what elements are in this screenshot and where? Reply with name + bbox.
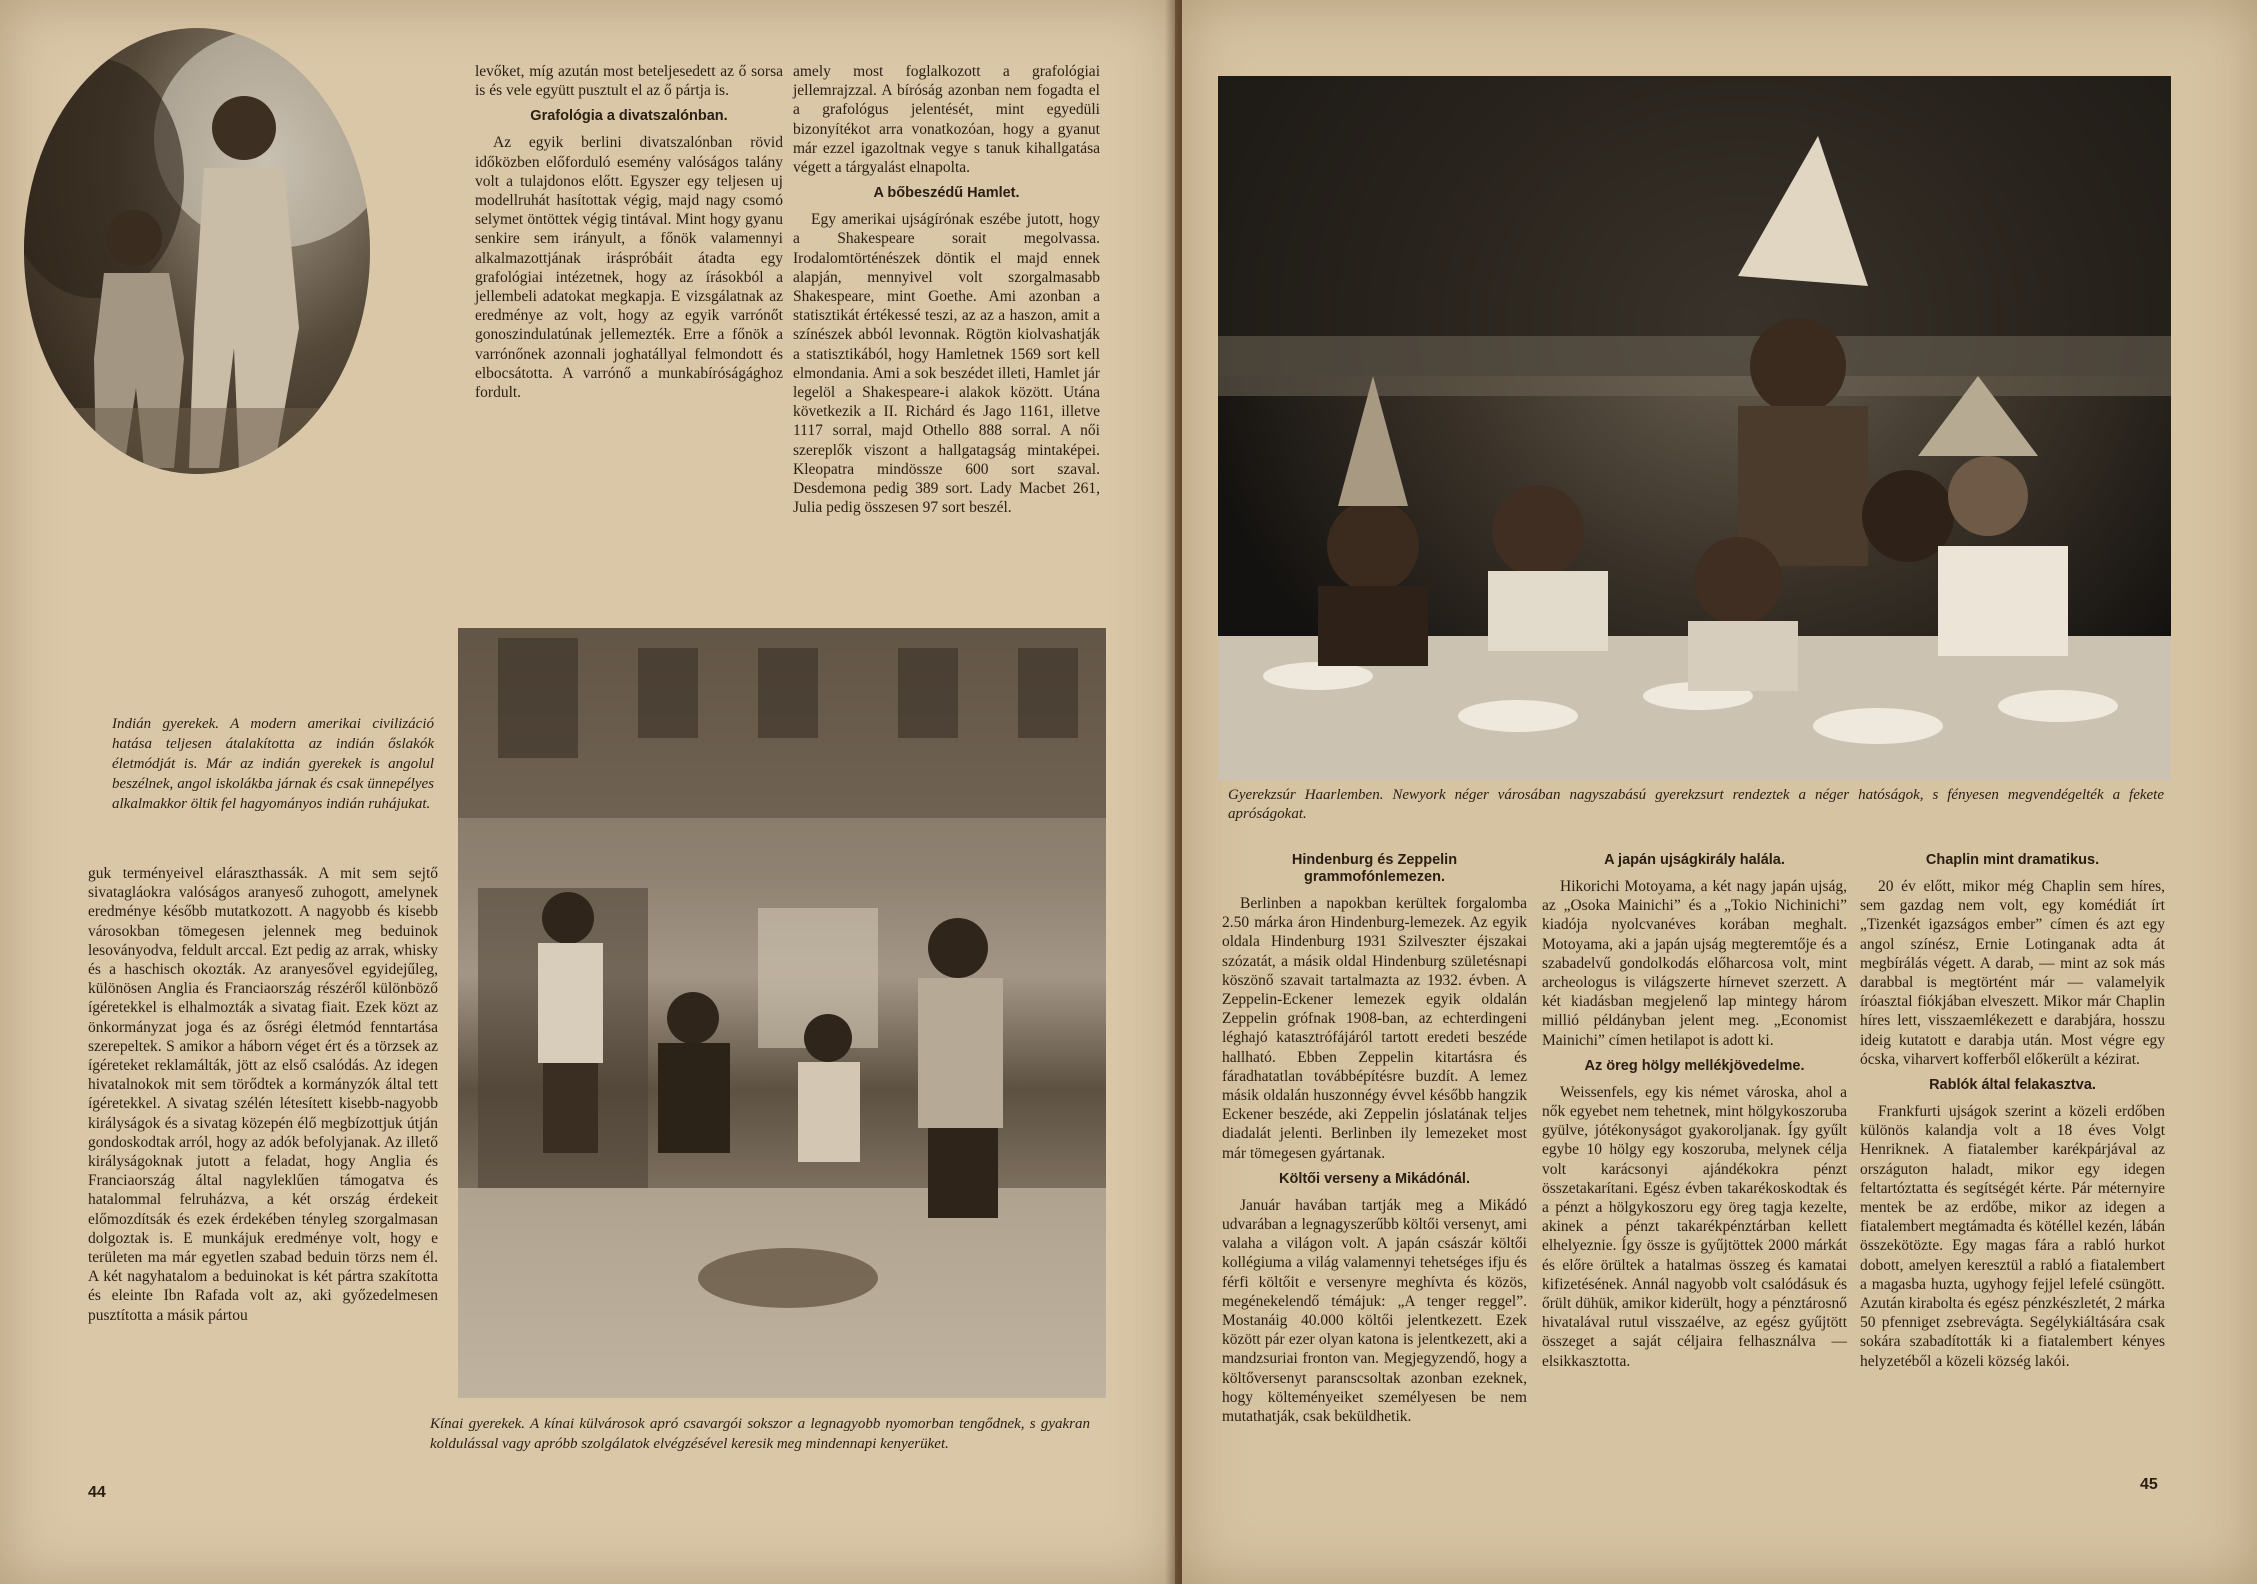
article-body: Frankfurti ujságok szerint a közeli erdőben különös kalandja volt a 18 éves Volgt Henriknek. A fiatalember karékpárjával az országuton haladt, mikor egy idegen feltartóztatta és segítségét kérte. Pár méternyire mentek be az erdőbe, mikor az idegen a fiatalembert megtámadta és kötéllel kezén, lábán összekötözte. Egy magas fára a rabló hurkot dobott, amelyen keresztül a rabló a fiatalembert a magasba huzta, ugyhogy fejjel lefelé csüngött. Azután kirabolta és egész pénzkészletét, 2 márka 50 pfenniget zsebrevágta. Segélykiáltására csak sokára szabadították ki a fiatalembert kényes helyzetéből a közeli község lakói. <box>1860 1103 2165 1370</box>
article-heading: Az öreg hölgy mellékjövedelme. <box>1584 1057 1805 1074</box>
article-body: Január havában tartják meg a Mikádó udvarában a legnagyszerűbb költői versenyt, ami valaha a világon volt. A japán császár költői kollégiuma a világ valamennyi tehetséges ifju és férfi költőit e versenyre meghívta és közös, megénekelendő témájuk: „A tenger reggel”. Mostanáig 40.000 költői jelentkezett. Ezek között pár ezer olyan katona is jelentkezett, aki a mandzsuriai fronton van. Megjegyzendő, hogy a költőversenyt paranscsoltak azonban ezeknek, hogy költeményeiket személyesen be nem mutathatják, csak beküldhetik. <box>1222 1196 1527 1426</box>
article-beduin-continuation <box>88 864 438 1327</box>
article-body: Weissenfels, egy kis német városka, ahol a nők egyebet nem tehetnek, mint hölgykoszoruba gyülve, jótékonyságot gyakoroljanak. Így gyűlt egybe 10 hölgy egy koszoruba, melynek célja volt karácsonyi ajándékokra pénzt összetakarítani. Egész évben takarékoskodtak és a pénzt a hölgykoszoru egy öreg tagja kezelte, akinek a pénzt takarékpénztárban kellett elhelyeznie. Így össze is gyűjtöttek 2000 márkát és előre örültek a hatalmas összeg és kamatai kifizetésének. Annál nagyobb volt csalódásuk és őrült dühük, amikor kiderült, hogy a pénztárosnő hivatalával rutul visszaélve, az egész gyűjtött összeget a saját céljaira felhasználva — elsikkasztotta. <box>1542 1083 1847 1370</box>
article-heading: A japán ujságkirály halála. <box>1604 852 1785 868</box>
article-body: Hikorichi Motoyama, a két nagy japán ujság, az „Osoka Mainichi” és a „Tokio Nichinichi” kiadója nyolcvanéves korában meghalt. Motoyama, aki a japán ujság megteremtője és a szabadelvű gondolkodás előharcosa volt, mint archeologus is világszerte hírnevet szerzett. A két kiadásban megjelenő lap mintegy három millió példányban jelent meg. „Economist Mainichi” címen hetilapot is adott ki. <box>1542 878 1847 1049</box>
chinese-children-caption: Kínai gyerekek. A kínai külvárosok apró csavargói sokszor a legnagyobb nyomorban tengődnek, s gyakran koldulással vagy apróbb szolgálatok elvégzésével keresik meg mindennapi kenyerüket. <box>430 1416 1090 1452</box>
haarlem-party-caption: Gyerekzsúr Haarlemben. Newyork néger városában nagyszabású gyerekzsurt rendeztek a néger hatóságok, s fényesen megvendégelték a fekete apróságokat. <box>1228 787 2164 822</box>
article-heading: Rablók által felakasztva. <box>1929 1077 2096 1094</box>
right-page <box>1182 0 2257 1584</box>
article-grafologia <box>475 62 783 404</box>
article-heading: Hindenburg és Zeppelin grammofónlemezen. <box>1291 852 1458 885</box>
article-body: Berlinben a napokban kerültek forgalomba 2.50 márka áron Hindenburg-lemezek. Az egyik oldala Hindenburg 1931 Szilveszter éjszakai szózatát, a másik oldal Hindenburg születésnapi köszönő szavait tartalmazta az 1932. évben. A Zeppelin-Eckener lemezek egyik oldalán Zeppelin grófnak 1908-ban, az echterdingeni léghajó katasztrófájáról tartott eredeti beszéde hallható. Ebben Zeppelin kitartásra és fáradhatatlan továbbépítésre buzdít. A lemez másik oldalán huszonnégy évvel később hangzik Eckener beszéde, aki Zeppelin jóslatának teljes diadalát jelenti. Berlinben ily lemezeket most már tömegesen gyártanak. <box>1222 895 1527 1162</box>
article-heading: Grafológia a divatszalónban. <box>530 108 728 125</box>
haarlem-party-photo <box>1218 76 2171 780</box>
article-body: Az egyik berlini divatszalónban rövid időközben előforduló esemény valóságos talány volt a tulajdonos előtt. Egyszer egy teljesen uj modellruhát hasítottak végig, majd nagy csomó selymet öntöttek végig tintával. Mint hogy gyanu senkire sem irányult, a főnök valamennyi alkalmazottjának iráspróbáit átadta egy grafológiai intézetnek, hogy az írásokból a jellembeli adatokat megkapja. E vizsgálatnak az eredménye az volt, hogy az egyik varrónőt gonoszindulatúnak jellemezték. Erre a főnök a varrónőnek azonnali joghatállyal felmondott és elbocsátotta. A varrónő a munkabíróságághoz fordult. <box>475 134 783 402</box>
page-number: 45 <box>2140 1476 2158 1493</box>
chinese-children-photo <box>458 628 1106 1398</box>
article-body: Egy amerikai ujságírónak eszébe jutott, hogy a Shakespeare sorait megolvassa. Irodalomtörténészek döntik el majd ennek alapján, mennyivel volt szorgalmasabb Shakespeare, mint Goethe. Ami azonban a statisztikát értékessé teszi, az az a haszon, amit a színészek abból levonnak. Rögtön kiolvashatják a statisztikából, hogy Hamletnek 1569 sort kell elmondania. Ami a sok beszédet illeti, Hamlet jár legelöl a Shakespeare-i alakok között. Utána következik a II. Richárd és Jago 1161, illetve 1117 sorral, majd Othello 888 sorral. A női szereplők viszont a hallgatagság mintaképei. Kleopatra mindössze 600 sort szaval. Desdemona pedig 389 sort. Lady Macbet 261, Julia pedig összesen 97 sort beszél. <box>793 211 1100 517</box>
column-1 <box>1222 852 1527 1428</box>
column-3 <box>1860 852 2165 1373</box>
article-hamlet <box>793 62 1100 519</box>
column-2 <box>1542 852 1847 1373</box>
article-heading: Költői verseny a Mikádónál. <box>1279 1170 1470 1187</box>
article-body: guk terményeivel eláraszthassák. A mit sem sejtő sivatagláokra valóságos aranyeső zuhogott, amelynek eredménye később mutatkozott. A nagyobb és kisebb városokban tömegesen jelennek meg beduinok lesoványodva, feldult arccal. Ezt pedig az arrak, whisky és a haschisch okozták. Az aranyesővel egyidejűleg, különösen Anglia és Franciaország részéről különböző ígéretekkel is elhalmozták a sivatag fiait. Ezek közt az önkormányzat joga és az ősrégi életmód fenntartása szerepeltek. S amikor a háborn véget ért és a törzsek az ígéreteket reklamálták, jött az első csalódás. Az idegen hivatalnokok mit sem törődtek a kormányzók által tett ígéretekkel. A sivatag szélén létesített kisebb-nagyobb királyságok és a sivatag közepén élő megbízottjuk útján gondoskodtak arról, hogy az adók befolyjanak. Az illető királyságoknak jutott a feladat, hogy Anglia és Franciaország által nagyleklűen támogatva és hatalommal felruházva, a két ország érdekeit előmozdítsák és ezek érdekében tényleg szorgalmasan dolgoztak is. E munkájuk eredménye volt, hogy e területen ma már egyetlen szabad beduin törzs nem él. A két nagyhatalom a beduinokat is két pártra szakította és eleinte Ibn Rafada volt az, aki győzedelmesen pusztította a másik pártou <box>88 865 438 1324</box>
article-continuation-text: levőket, míg azután most beteljesedett az ő sorsa is és vele együtt pusztult el az ő pártja is. <box>475 63 783 100</box>
article-heading: A bőbeszédű Hamlet. <box>873 185 1020 202</box>
page-number: 44 <box>88 1484 106 1501</box>
indian-children-photo <box>24 28 370 474</box>
indian-children-caption: Indián gyerekek. A modern amerikai civilizáció hatása teljesen átalakította az indián őslakók életmódját is. Már az indián gyerekek is angolul beszélnek, angol iskolákba járnak és csak ünnepélyes alkalmakkor öltik fel hagyományos indián ruhájukat. <box>112 716 434 812</box>
article-body: 20 év előtt, mikor még Chaplin sem híres, sem gazdag nem volt, egy komédiát írt „Tizenkét igazságos ember” címen és azt egy angol színész, Ernie Lotinganak adta át megbírálás végett. A darab, — mint az sok más darabbal is megtörtént már — valamelyik íróasztal fiókjában elveszett. Mikor már Chaplin híres lett, visszaemlékezett e darabjára, hosszu ideig kutatott e darabja után. Most végre egy ócska, viharvert kofferből előkerült a kézirat. <box>1860 878 2165 1068</box>
article-continuation-text: amely most foglalkozott a grafológiai jellemrajzzal. A bíróság azonban nem fogadta el a grafológus jelentését, mint egyedüli bizonyítékot arra vonatkozóan, hogy a gyanut már ezzel igazoltnak vegye s tanuk kihallgatása végett a tárgyalást elnapolta. <box>793 63 1100 177</box>
article-heading: Chaplin mint dramatikus. <box>1925 852 2100 868</box>
